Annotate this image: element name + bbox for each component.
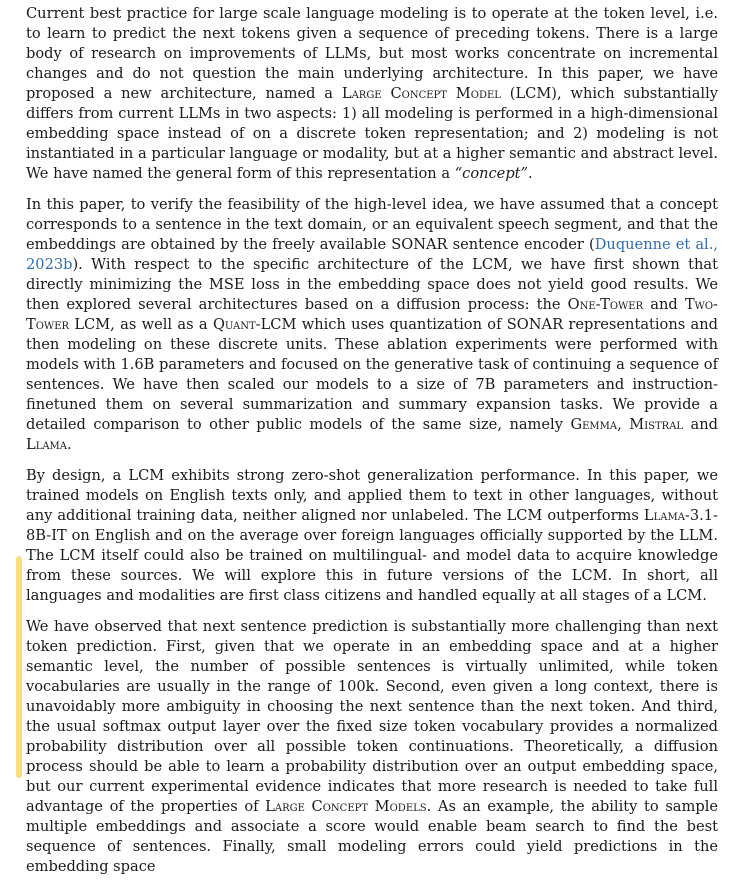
paragraph-1 [26, 4, 718, 184]
text-run: (LCM), which substantially differs from current LLMs in two aspects: 1) all modeling is performed in a high-dimensional embedding space instead of on a discrete token representation; and 2) modeling is not instantiated in a particular language or modality, but at a higher semantic and abstract level. We have named the general form of this representation a [26, 85, 718, 182]
small-caps-term: Two-Tower [26, 296, 718, 333]
highlight-marker [16, 556, 22, 778]
emphasized-term: “concept” [454, 165, 528, 182]
small-caps-term: Llama [26, 436, 68, 453]
paragraph-4 [26, 617, 718, 877]
small-caps-term: Quant [212, 316, 256, 333]
paragraph-2 [26, 195, 718, 455]
text-run: and [643, 296, 685, 313]
text-run: . [67, 436, 72, 453]
paragraph-3 [26, 466, 718, 606]
small-caps-term: Large Concept Model [341, 85, 501, 102]
text-run: In this paper, to verify the feasibility of the high-level idea, we have assumed that a concept corresponds to a sentence in the text domain, or an equivalent speech segment, and that the embeddings are obtained by the freely available SONAR sentence encoder ( [26, 196, 718, 253]
text-run: By design, a LCM exhibits strong zero-shot generalization performance. In this paper, we trained models on English texts only, and applied them to text in other languages, without any additional training data, neither aligned nor unlabeled. The LCM outperforms [26, 467, 718, 524]
text-run: -LCM which uses quantization of SONAR representations and then modeling on these discrete units. These ablation experiments were performed with models with 1.6B parameters and focused on the generative task of continuing a sequence of sentences. We have then scaled our models to a size of 7B parameters and instruction-finetuned them on several summarization and summary expansion tasks. We provide a detailed comparison to other public models of the same size, namely [26, 316, 718, 433]
text-run: , [617, 416, 630, 433]
text-run: Current best practice for large scale language modeling is to operate at the token level, i.e. to learn to predict the next tokens given a sequence of preceding tokens. There is a large body of research on improvements of LLMs, but most works concentrate on incremental changes and do not question the main underlying architecture. In this paper, we have proposed a new architecture, named a [26, 5, 718, 102]
text-run: and [683, 416, 718, 433]
small-caps-term: Llama-3.1-8B-IT [26, 507, 718, 544]
text-run: . [527, 165, 533, 182]
text-run: We have observed that next sentence prediction is substantially more challenging than next token prediction. First, given that we operate in an embedding space and at a higher semantic level, the number of possible sentences is virtually unlimited, while token vocabularies are usually in the range of 100k. Second, even given a long context, there is unavoidably more ambiguity in choosing the next sentence than the next token. And third, the usual softmax output layer over the fixed size token vocabulary provides a normalized probability distribution over all possible token continuations. Theoretically, a diffusion process should be able to learn a probability distribution over an output embedding space, but our current experimental evidence indicates that more research is needed to take full advantage of the properties of [26, 618, 718, 815]
small-caps-term: Mistral [629, 416, 684, 433]
text-run: LCM, as well as a [69, 316, 213, 333]
text-run: . As an example, the ability to sample multiple embeddings and associate a score would enable beam search to find the best sequence of sentences. Finally, small modeling errors could yield predictions in the embedding space [26, 798, 718, 875]
small-caps-term: Large Concept Models [265, 798, 427, 815]
paper-body [26, 4, 718, 888]
citation-link[interactable]: Duquenne et al., 2023b [26, 236, 718, 273]
small-caps-term: One-Tower [567, 296, 644, 313]
text-run: on English and on the average over foreign languages officially supported by the LLM. The LCM itself could also be trained on multilingual- and model data to acquire knowledge from these sources. We will explore this in future versions of the LCM. In short, all languages and modalities are first class citizens and handled equally at all stages of a LCM. [26, 527, 718, 604]
small-caps-term: Gemma [570, 416, 618, 433]
text-run: ). With respect to the specific architecture of the LCM, we have first shown that directly minimizing the MSE loss in the embedding space does not yield good results. We then explored several architectures based on a diffusion process: the [26, 256, 718, 313]
